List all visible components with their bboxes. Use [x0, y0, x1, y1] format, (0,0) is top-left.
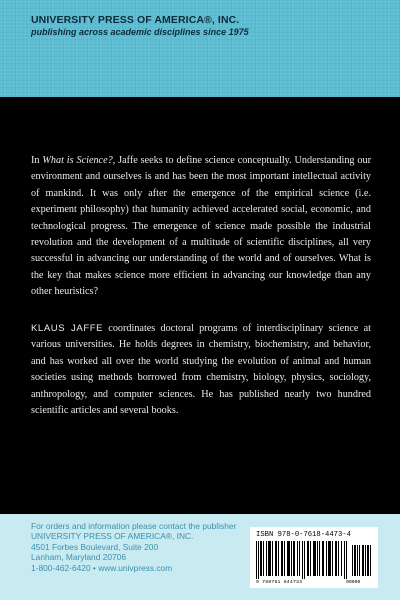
top-band: [0, 0, 400, 97]
barcode-digits: 9 780761 844734: [256, 580, 303, 585]
book-title: What is Science?: [42, 155, 113, 166]
bio-text: coordinates doctoral programs of interdisciplinary science at various universities. He holds degrees in chemistry, biochemistry, and behavior, and has worked all over the world studying the evolution of animal and human societies using methods borrowed from chemistry, biology, physics, sociology, anthropology, and computer sciences. He has published nearly two hundred scientific articles and several books.: [31, 323, 371, 417]
publisher-name: UNIVERSITY PRESS OF AMERICA®, INC.: [31, 14, 240, 26]
description-intro: In: [31, 155, 43, 166]
author-name: KLAUS JAFFE: [31, 323, 104, 334]
contact-publisher: UNIVERSITY PRESS OF AMERICA®, INC.: [31, 531, 194, 542]
publisher-tagline: publishing across academic disciplines since 1975: [31, 27, 249, 37]
contact-address: 4501 Forbes Boulevard, Suite 200: [31, 541, 159, 552]
isbn-number: ISBN 978-0-7618-4473-4: [256, 531, 351, 539]
barcode-bars: [256, 541, 372, 579]
contact-intro: For orders and information please contact the publisher: [31, 521, 237, 531]
isbn-barcode: [250, 527, 378, 588]
contact-phone-web: 1-800-462-6420 • www.univpress.com: [31, 562, 173, 573]
book-description: [31, 153, 371, 301]
author-bio: [31, 321, 371, 419]
description-body: , Jaffe seeks to define science conceptually. Understanding our environment and ourselves is and has been the most important intellectual activity of mankind. It was only after the emergence of the empirical science (i.e. experiment philosophy) that humanity achieved accelerated social, economic, and technological progress. The emergence of science made possible the industrial revolution and the development of a multitude of scientific disciplines, all very successful in advancing our understanding of the world and of ourselves. What is the key that makes science more efficient in advancing our knowledge than any other heuristics?: [31, 155, 371, 298]
publisher-contact: [31, 521, 236, 573]
barcode-price-code: 90000: [346, 580, 361, 585]
contact-city: Lanham, Maryland 20706: [31, 552, 126, 563]
